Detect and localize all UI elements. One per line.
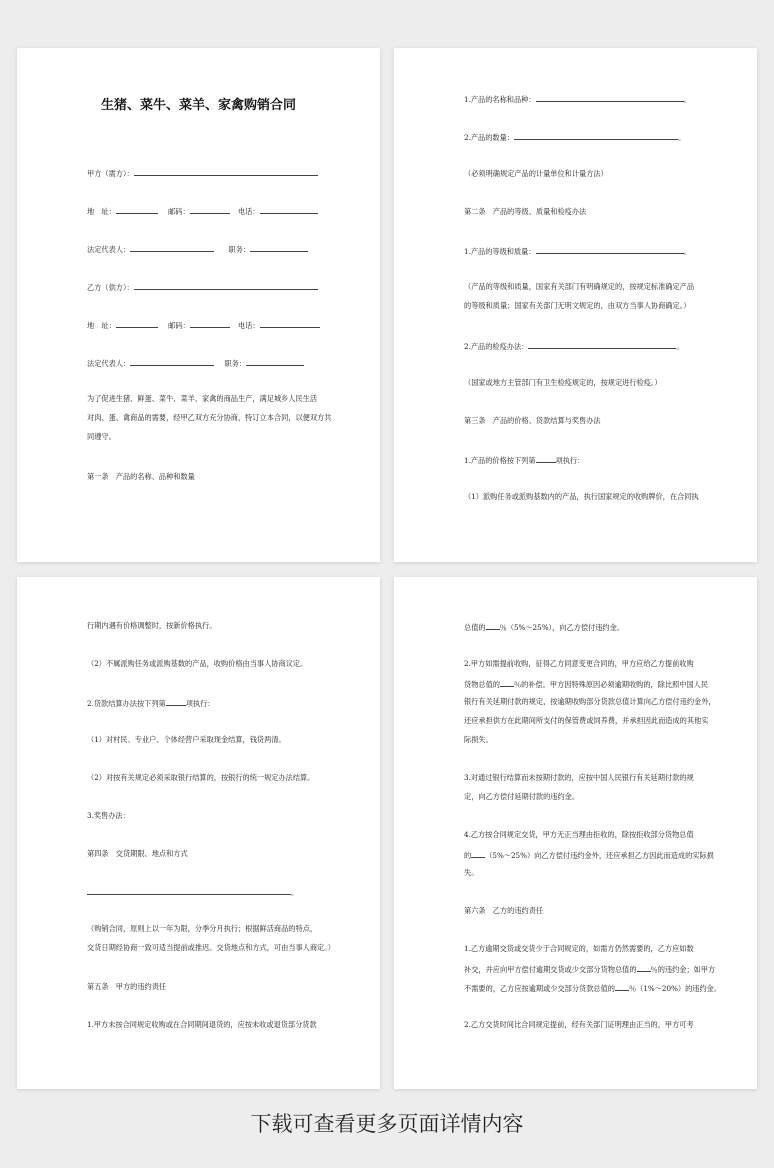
clause-text: 。 (291, 888, 299, 897)
article-heading: 第三条 产品的价格、货款结算与奖售办法 (464, 416, 601, 425)
legal-rep-b-line (87, 357, 357, 369)
clause-text: 2.货款结算办法按下列第 (87, 699, 166, 708)
clause-line: 的等级和质量；国家有关部门无明文规定的，由双方当事人协商确定。） (464, 301, 691, 310)
blank-field (528, 340, 676, 349)
clause-line (87, 886, 357, 898)
clause-line: 2.甲方如需提前收购，征得乙方同意变更合同的，甲方应给乙方提前收购 (464, 659, 694, 668)
clause-line (464, 621, 734, 633)
clause-text: 不需要的，乙方应按逾期或少交部分货款总值的 (464, 984, 615, 993)
clause-text: 1.产品的等级和质量： (464, 247, 536, 256)
clause-line: 失。 (464, 868, 479, 877)
postcode-label: 邮码： (168, 321, 190, 330)
clause-line: 银行有关延期付款的规定，按逾期收购部分货款总值计算向乙方偿付违约金外， (464, 697, 716, 706)
party-b-line (87, 281, 357, 293)
article-heading: 第一条 产品的名称、品种和数量 (87, 472, 195, 481)
blank-field (130, 357, 214, 366)
clause-line: 际损失。 (464, 735, 493, 744)
legal-rep-label: 法定代表人： (87, 359, 131, 368)
document-page-1 (17, 48, 380, 562)
clause-line (464, 963, 734, 975)
clause-line (464, 454, 734, 466)
blank-field (637, 963, 651, 972)
address-b-line (87, 319, 357, 331)
clause-text: 项执行： (555, 456, 585, 465)
clause-text: 1.产品的价格按下列第 (464, 456, 536, 465)
clause-text: ％的违约金；如甲方 (650, 965, 716, 974)
clause-line: （2）对按有关规定必须采取银行结算的，按银行的统一规定办法结算。 (87, 773, 315, 782)
clause-text: 补交，并应向甲方偿付逾期交货或少交部分货物总值的 (464, 965, 637, 974)
address-label: 地 址： (87, 321, 116, 330)
intro-text: 对肉、蛋、禽商品的需要，经甲乙双方充分协商，特订立本合同，以便双方共 (87, 413, 332, 422)
legal-rep-a-line (87, 243, 357, 255)
clause-line (464, 245, 734, 257)
position-label: 职务： (228, 245, 251, 254)
clause-text: 。 (683, 247, 691, 256)
blank-field (260, 205, 318, 214)
intro-text: 同遵守。 (87, 432, 116, 441)
blank-field (250, 243, 308, 252)
clause-line: 3.对通过银行结算而未按期付款的，应按中国人民银行有关延期付款的规 (464, 773, 694, 782)
clause-line: （国家或地方主管部门有卫生检疫规定的，按规定进行检疫。） (464, 378, 662, 387)
clause-line: 1.乙方逾期交货或交货少于合同规定的，如需方仍然需要的，乙方应如数 (464, 944, 694, 953)
blank-field (116, 319, 158, 328)
clause-text: ％（1%～20%）的违约金。 (628, 984, 722, 993)
clause-line: 1.甲方未按合同规定收购或在合同期间退货的，应按未收或退货部分货款 (87, 1020, 317, 1029)
document-page-2 (394, 48, 757, 562)
clause-line: 行期内遇有价格调整时，按新价格执行。 (87, 621, 217, 630)
blank-field (87, 886, 291, 895)
blank-field (514, 131, 678, 140)
clause-line (464, 131, 734, 143)
blank-field (536, 245, 684, 254)
clause-line: （1）对村民、专业户、个体经营户采取现金结算，钱货两清。 (87, 735, 286, 744)
clause-line: 还应承担供方在此期间所支付的保管费或饲养费，并承担因此而造成的其他实 (464, 716, 709, 725)
contract-title: 生猪、菜牛、菜羊、家禽购销合同 (100, 98, 296, 113)
legal-rep-label: 法定代表人： (87, 245, 131, 254)
clause-line: （购销合同，原则上以一年为限，分季分月执行；根据鲜活商品的特点， (87, 924, 318, 933)
blank-field (246, 357, 304, 366)
document-page-3 (17, 577, 380, 1089)
clause-line: 2.乙方交货时间比合同规定提前，经有关部门证明理由正当的，甲方可考 (464, 1020, 694, 1029)
article-heading: 第六条 乙方的违约责任 (464, 906, 544, 915)
intro-text: 为了促进生猪、鲜蛋、菜牛、菜羊、家禽的商品生产，满足城乡人民生活 (87, 394, 318, 403)
clause-text: 1.产品的名称和品种： (464, 95, 536, 104)
clause-line (464, 678, 734, 690)
article-heading: 第四条 交货期限、地点和方式 (87, 849, 188, 858)
clause-text: 。 (683, 95, 691, 104)
clause-line: （产品的等级和质量，国家有关部门有明确规定的，按规定标准确定产品 (464, 282, 695, 291)
clause-line (87, 697, 357, 709)
clause-line (464, 340, 734, 352)
blank-field (134, 167, 318, 176)
blank-field (166, 697, 186, 706)
clause-line: 4.乙方按合同规定交货，甲方无正当理由拒收的，除按拒收部分货物总值 (464, 830, 694, 839)
address-label: 地 址： (87, 207, 116, 216)
clause-line: （1）派购任务或派购基数内的产品，执行国家规定的收购牌价，在合同执 (464, 492, 699, 501)
download-more-prompt[interactable]: 下载可查看更多页面详情内容 (250, 1112, 524, 1136)
blank-field (500, 678, 514, 687)
party-a-label: 甲方（需方）： (87, 169, 134, 178)
clause-text: 2.产品的数量： (464, 133, 514, 142)
clause-text: ％的补偿。甲方因特殊原因必须逾期收购的，除比照中国人民 (513, 680, 709, 689)
blank-field (615, 982, 629, 991)
clause-text: 项执行： (185, 699, 215, 708)
phone-label: 电话： (237, 321, 260, 330)
document-page-4 (394, 577, 757, 1089)
postcode-label: 邮码： (168, 207, 190, 216)
position-label: 职务： (224, 359, 247, 368)
blank-field (130, 243, 214, 252)
blank-field (134, 281, 318, 290)
clause-line: （必须明确规定产品的计量单位和计量方法） (464, 169, 608, 178)
address-a-line (87, 205, 357, 217)
blank-field (190, 319, 230, 328)
phone-label: 电话： (237, 207, 260, 216)
clause-line (464, 93, 734, 105)
clause-text: 的 (464, 851, 472, 860)
article-heading: 第五条 甲方的违约责任 (87, 982, 167, 991)
article-heading: 第二条 产品的等级、质量和检疫办法 (464, 207, 587, 216)
clause-text: （5%～25%）向乙方偿付违约金外，还应承担乙方因此而造成的实际损 (485, 851, 714, 860)
blank-field (260, 319, 320, 328)
blank-field (190, 205, 230, 214)
clause-line (464, 849, 734, 861)
clause-text: 2.产品的检疫办法： (464, 342, 529, 351)
clause-line: 交货日期经协商一致可适当提前或推迟。交货地点和方式，可由当事人商定。） (87, 943, 335, 952)
clause-line: 定，向乙方偿付延期付款的违约金。 (464, 792, 580, 801)
party-b-label: 乙方（供方）： (87, 283, 134, 292)
clause-text: 。 (677, 133, 686, 142)
clause-text: 总值的 (464, 623, 486, 632)
blank-field (486, 621, 500, 630)
clause-text: 。 (676, 342, 684, 351)
party-a-line (87, 167, 357, 179)
blank-field (116, 205, 158, 214)
clause-line: 3.奖售办法： (87, 811, 130, 820)
clause-text: 货物总值的 (464, 680, 500, 689)
clause-line: （2）不属派购任务或派购基数的产品，收购价格由当事人协商议定。 (87, 659, 308, 668)
clause-line (464, 982, 734, 994)
clause-text: ％（5%～25%），向乙方偿付违约金。 (499, 623, 624, 632)
blank-field (471, 849, 485, 858)
blank-field (536, 93, 684, 102)
blank-field (536, 454, 556, 463)
